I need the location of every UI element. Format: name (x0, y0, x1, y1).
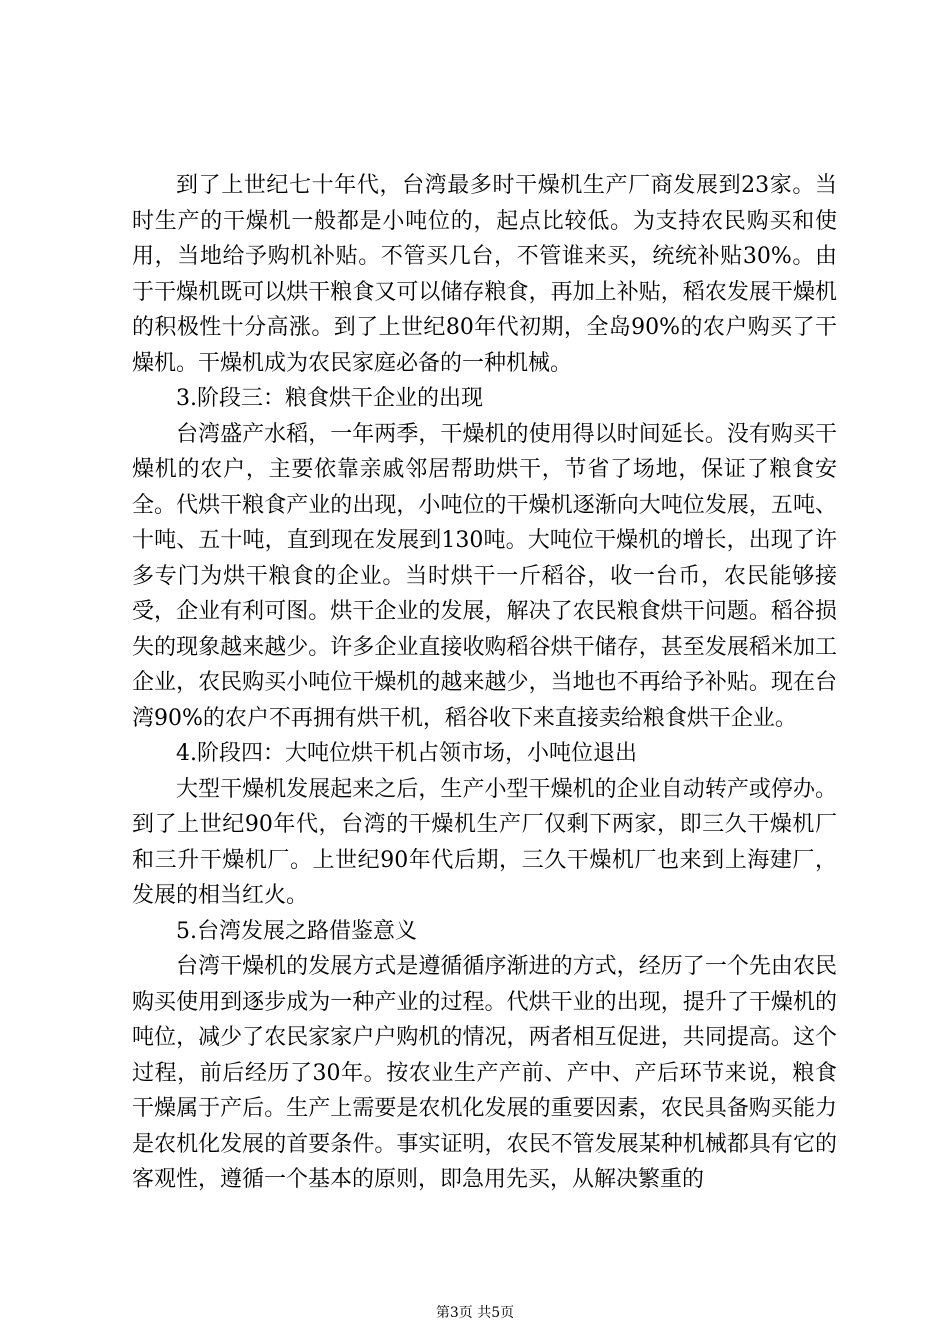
document-body (132, 168, 837, 1198)
paragraph-section-5: 台湾干燥机的发展方式是遵循循序渐进的方式，经历了一个先由农民购买使用到逐步成为一种产业的过程。代烘干业的出现，提升了干燥机的吨位，减少了农民家家户户购机的情况，两者相互促进，共同提高。这个过程，前后经历了30年。按农业生产产前、产中、产后环节来说，粮食干燥属于产后。生产上需要是农机化发展的重要因素，农民具备购买能力是农机化发展的首要条件。事实证明，农民不管发展某种机械都具有它的客观性，遵循一个基本的原则，即急用先买，从解决繁重的 (132, 954, 837, 1192)
paragraph-stage-4: 大型干燥机发展起来之后，生产小型干燥机的企业自动转产或停办。到了上世纪90年代，台湾的干燥机生产厂仅剩下两家，即三久干燥机厂和三升干燥机厂。上世纪90年代后期，三久干燥机厂也来到上海建厂，发展的相当红火。 (132, 776, 837, 908)
page-footer (0, 1304, 950, 1322)
heading-stage-4: 4.阶段四：大吨位烘干机占领市场，小吨位退出 (176, 741, 637, 766)
page-number-label: 第3页 共5页 (435, 1305, 515, 1321)
paragraph-stage-3: 台湾盛产水稻，一年两季，干燥机的使用得以时间延长。没有购买干燥机的农户，主要依靠亲戚邻居帮助烘干，节省了场地，保证了粮食安全。代烘干粮食产业的出现，小吨位的干燥机逐渐向大吨位发展，五吨、十吨、五十吨，直到现在发展到130吨。大吨位干燥机的增长，出现了许多专门为烘干粮食的企业。当时烘干一斤稻谷，收一台币，农民能够接受，企业有利可图。烘干企业的发展，解决了农民粮食烘干问题。稻谷损失的现象越来越少。许多企业直接收购稻谷烘干储存，甚至发展稻米加工企业，农民购买小吨位干燥机的越来越少，当地也不再给予补贴。现在台湾90%的农户不再拥有烘干机，稻谷收下来直接卖给粮食烘干企业。 (132, 421, 837, 731)
heading-stage-3: 3.阶段三：粮食烘干企业的出现 (176, 386, 483, 411)
heading-section-5: 5.台湾发展之路借鉴意义 (176, 918, 417, 944)
paragraph-1970s-dryer-industry: 到了上世纪七十年代，台湾最多时干燥机生产厂商发展到23家。当时生产的干燥机一般都是小吨位的，起点比较低。为支持农民购买和使用，当地给予购机补贴。不管买几台，不管谁来买，统统补贴30%。由于干燥机既可以烘干粮食又可以储存粮食，再加上补贴，稻农发展干燥机的积极性十分高涨。到了上世纪80年代初期，全岛90%的农户购买了干燥机。干燥机成为农民家庭必备的一种机械。 (132, 173, 837, 376)
